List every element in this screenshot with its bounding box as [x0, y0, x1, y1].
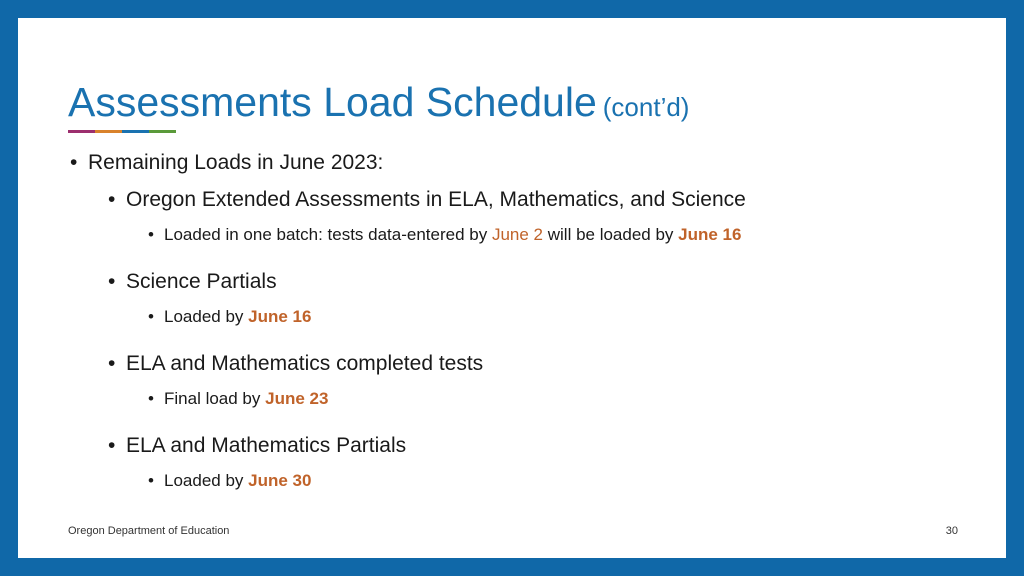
- date-highlight: June 2: [491, 225, 544, 244]
- bullet-dot: •: [148, 471, 154, 490]
- bullet-ela-math-partials: [108, 434, 407, 457]
- footer-page-number: 30: [945, 525, 958, 537]
- bullet-dot: •: [148, 389, 154, 408]
- date-highlight-bold: June 16: [248, 307, 312, 326]
- bullet-dot: •: [108, 188, 116, 211]
- bullet-list: [18, 18, 1006, 558]
- bullet-science-loaded-by: [148, 307, 312, 326]
- title-main: Assessments Load Schedule: [68, 79, 597, 125]
- bullet-ela-math-completed: [108, 352, 484, 375]
- bullet-text-pre: Loaded in one batch: tests data-entered by: [164, 225, 492, 244]
- date-highlight-bold: June 16: [678, 225, 742, 244]
- bullet-text: Remaining Loads in June 2023:: [88, 151, 384, 174]
- slide: [18, 18, 1006, 558]
- bullet-dot: •: [148, 307, 154, 326]
- bullet-oregon-extended: [108, 188, 746, 211]
- bullet-dot: •: [108, 434, 116, 457]
- bullet-text-mid: will be loaded by: [543, 225, 679, 244]
- bullet-dot: •: [108, 270, 116, 293]
- bullet-dot: •: [108, 352, 116, 375]
- bullet-loaded-one-batch: [148, 225, 742, 244]
- bullet-final-load: [148, 389, 329, 408]
- bullet-text: Oregon Extended Assessments in ELA, Mathematics, and Science: [126, 188, 746, 211]
- bullet-science-partials: [108, 270, 277, 293]
- bullet-dot: •: [148, 225, 154, 244]
- date-highlight-bold: June 23: [265, 389, 329, 408]
- bullet-remaining-loads: [70, 151, 384, 174]
- bullet-text-pre: Final load by: [164, 389, 266, 408]
- bullet-text-pre: Loaded by: [164, 307, 249, 326]
- bullet-partials-loaded-by: [148, 471, 312, 490]
- bullet-text: ELA and Mathematics Partials: [126, 434, 407, 457]
- bullet-text-pre: Loaded by: [164, 471, 249, 490]
- date-highlight-bold: June 30: [248, 471, 312, 490]
- bullet-text: ELA and Mathematics completed tests: [126, 352, 484, 375]
- bullet-dot: •: [70, 151, 78, 174]
- title-sub: (cont’d): [602, 92, 690, 122]
- footer-organization: Oregon Department of Education: [68, 525, 230, 537]
- bullet-text: Science Partials: [126, 270, 277, 293]
